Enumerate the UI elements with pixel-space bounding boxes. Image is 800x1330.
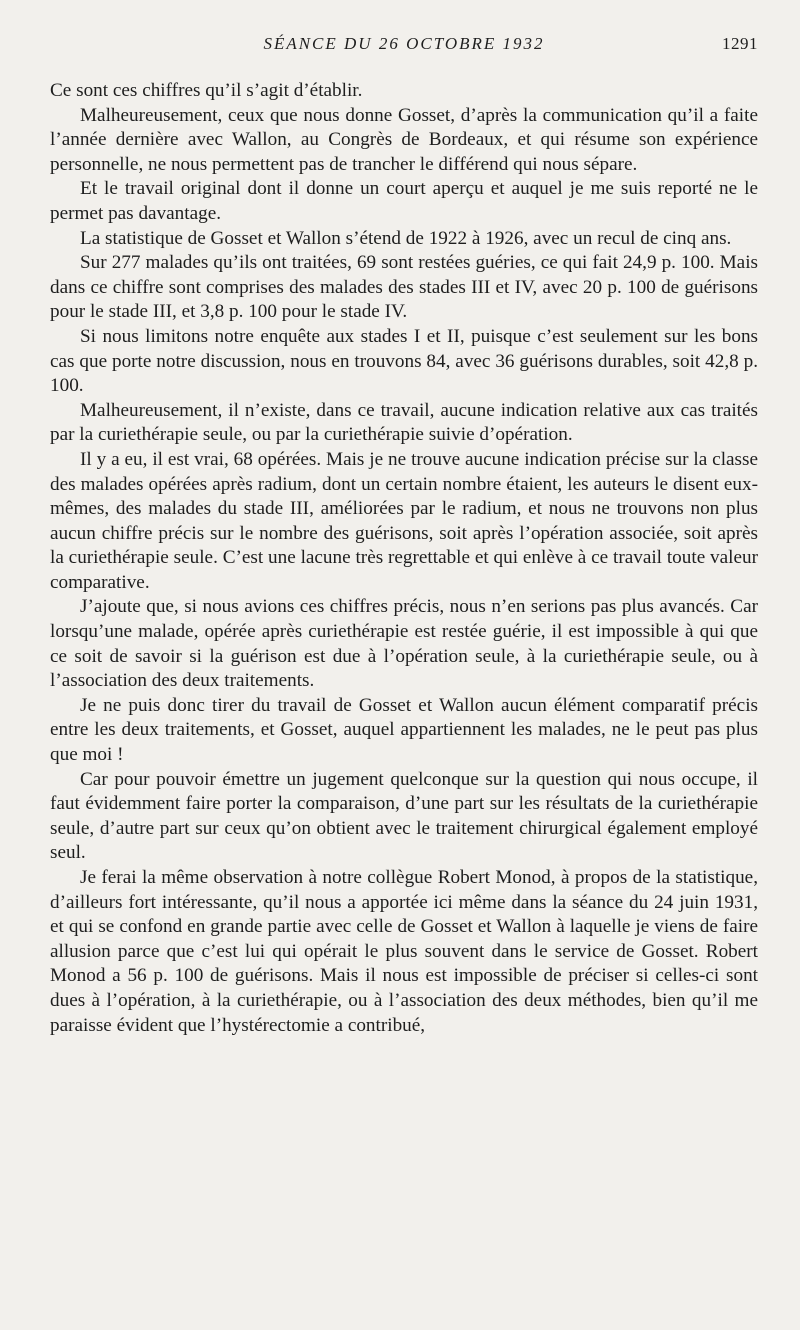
paragraph: Il y a eu, il est vrai, 68 opérées. Mais je ne trouve aucune indication précise sur la classe des malades opérées après radium, dont un certain nombre étaient, les auteurs le disent eux-mêmes, des malades du stade III, améliorées par le radium, et nous ne trouvons non plus aucun chiffre précis sur le nombre des guérisons, soit après l’opération associée, soit après la curiethérapie seule. C’est une lacune très regrettable et qui enlève à ce travail toute valeur comparative. (50, 448, 758, 593)
paragraph: Malheureusement, ceux que nous donne Gosset, d’après la communication qu’il a faite l’année dernière avec Wallon, au Congrès de Bordeaux, et qui résume son expérience personnelle, ne nous permettent pas de trancher le différend qui nous sépare. (50, 104, 758, 175)
paragraph: Et le travail original dont il donne un court aperçu et auquel je me suis reporté ne le permet pas davantage. (50, 178, 758, 224)
paragraph: Je ferai la même observation à notre collègue Robert Monod, à propos de la statistique, d’ailleurs fort intéressante, qu’il nous a apportée ici même dans la séance du 24 juin 1931, et qui se confond en grande partie avec celle de Gosset et Wallon à laquelle je viens de faire allusion parce que c’est lui qui opérait le plus souvent dans le service de Gosset. Robert Monod a 56 p. 100 de guérisons. Mais il nous est impossible de préciser si celles-ci sont dues à l’opération, à la curiethérapie, ou à l’association des deux méthodes, bien qu’il me paraisse évident que l’hystérectomie a contribué, (50, 867, 758, 1036)
body-text (50, 79, 758, 1038)
paragraph: Car pour pouvoir émettre un jugement quelconque sur la question qui nous occupe, il faut évidemment faire porter la comparaison, d’une part sur les résultats de la curiethérapie seule, d’autre part sur ceux qu’on obtient avec le traitement chirurgical également employé seul. (50, 768, 758, 864)
paragraph: Sur 277 malades qu’ils ont traitées, 69 sont restées guéries, ce qui fait 24,9 p. 100. Mais dans ce chiffre sont comprises des malades des stades III et IV, avec 20 p. 100 de guérisons pour le stade III, et 3,8 p. 100 pour le stade IV. (50, 252, 758, 323)
running-header (50, 34, 758, 60)
paragraph: Je ne puis donc tirer du travail de Gosset et Wallon aucun élément comparatif précis entre les deux traitements, et Gosset, auquel appartiennent les malades, ne le peut pas plus que moi ! (50, 694, 758, 766)
page-number: 1291 (722, 34, 758, 53)
paragraph: Ce sont ces chiffres qu’il s’agit d’établir. (50, 80, 363, 101)
paragraph: La statistique de Gosset et Wallon s’étend de 1922 à 1926, avec un recul de cinq ans. (80, 227, 732, 249)
header-title: SÉANCE DU 26 OCTOBRE 1932 (263, 34, 545, 53)
paragraph: J’ajoute que, si nous avions ces chiffres précis, nous n’en serions pas plus avancés. Car lorsqu’une malade, opérée après curiethérapie est restée guérie, il est impossible à qui que ce soit de savoir si la guérison est due à l’opération seule, à la curiethérapie seule, ou à l’association des deux traitements. (50, 596, 758, 692)
paragraph: Malheureusement, il n’existe, dans ce travail, aucune indication relative aux cas traités par la curiethérapie seule, ou par la curiethérapie suivie d’opération. (50, 399, 758, 446)
paragraph: Si nous limitons notre enquête aux stades I et II, puisque c’est seulement sur les bons cas que porte notre discussion, nous en trouvons 84, avec 36 guérisons durables, soit 42,8 p. 100. (50, 325, 758, 397)
